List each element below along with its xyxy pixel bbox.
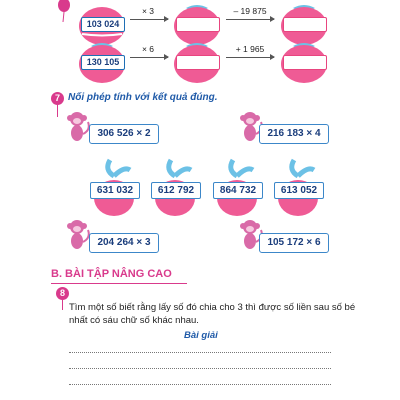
blank-fruit bbox=[172, 40, 222, 84]
exercise-title: Nối phép tính với kết quả đúng. bbox=[68, 92, 218, 103]
chain-start-number: 103 024 bbox=[81, 17, 125, 32]
arrow bbox=[226, 19, 274, 20]
balloon-string bbox=[57, 105, 58, 117]
balloon-icon bbox=[56, 0, 74, 22]
operation-label: – 19 875 bbox=[233, 6, 267, 16]
answer-blank[interactable] bbox=[283, 55, 327, 70]
exercise-number: 8 bbox=[56, 287, 69, 300]
expression-card[interactable]: 105 172 × 6 bbox=[259, 233, 329, 253]
answer-blank[interactable] bbox=[283, 17, 327, 32]
answer-blank[interactable] bbox=[176, 55, 220, 70]
operation-label: × 3 bbox=[141, 6, 155, 16]
result-value: 612 792 bbox=[151, 182, 201, 199]
arrow bbox=[130, 19, 168, 20]
operation-label: × 6 bbox=[141, 44, 155, 54]
operation-label: + 1 965 bbox=[235, 44, 265, 54]
result-fruit[interactable] bbox=[213, 158, 265, 220]
answer-line[interactable] bbox=[69, 368, 331, 369]
expression-card[interactable]: 216 183 × 4 bbox=[259, 124, 329, 144]
result-fruit[interactable] bbox=[151, 158, 203, 220]
section-divider bbox=[51, 283, 187, 284]
arrow bbox=[130, 57, 168, 58]
answer-blank[interactable] bbox=[176, 17, 220, 32]
arrow bbox=[226, 57, 274, 58]
exercise-number: 7 bbox=[51, 92, 64, 105]
result-value: 613 052 bbox=[274, 182, 324, 199]
section-heading: B. BÀI TẬP NÂNG CAO bbox=[51, 268, 172, 280]
result-fruit[interactable] bbox=[274, 158, 326, 220]
result-value: 631 032 bbox=[90, 182, 140, 199]
balloon-string bbox=[62, 300, 63, 310]
expression-card[interactable]: 306 526 × 2 bbox=[89, 124, 159, 144]
answer-line[interactable] bbox=[69, 384, 331, 385]
blank-fruit bbox=[279, 40, 329, 84]
answer-line[interactable] bbox=[69, 352, 331, 353]
problem-line-2: nhất có sáu chữ số khác nhau. bbox=[69, 315, 199, 326]
expression-card[interactable]: 204 264 × 3 bbox=[89, 233, 159, 253]
chain-start-number: 130 105 bbox=[81, 55, 125, 70]
solution-title: Bài giải bbox=[184, 330, 218, 341]
result-fruit[interactable] bbox=[90, 158, 142, 220]
result-value: 864 732 bbox=[213, 182, 263, 199]
problem-line-1: Tìm một số biết rằng lấy số đó chia cho 3 thì được số liền sau số bé bbox=[69, 302, 356, 313]
